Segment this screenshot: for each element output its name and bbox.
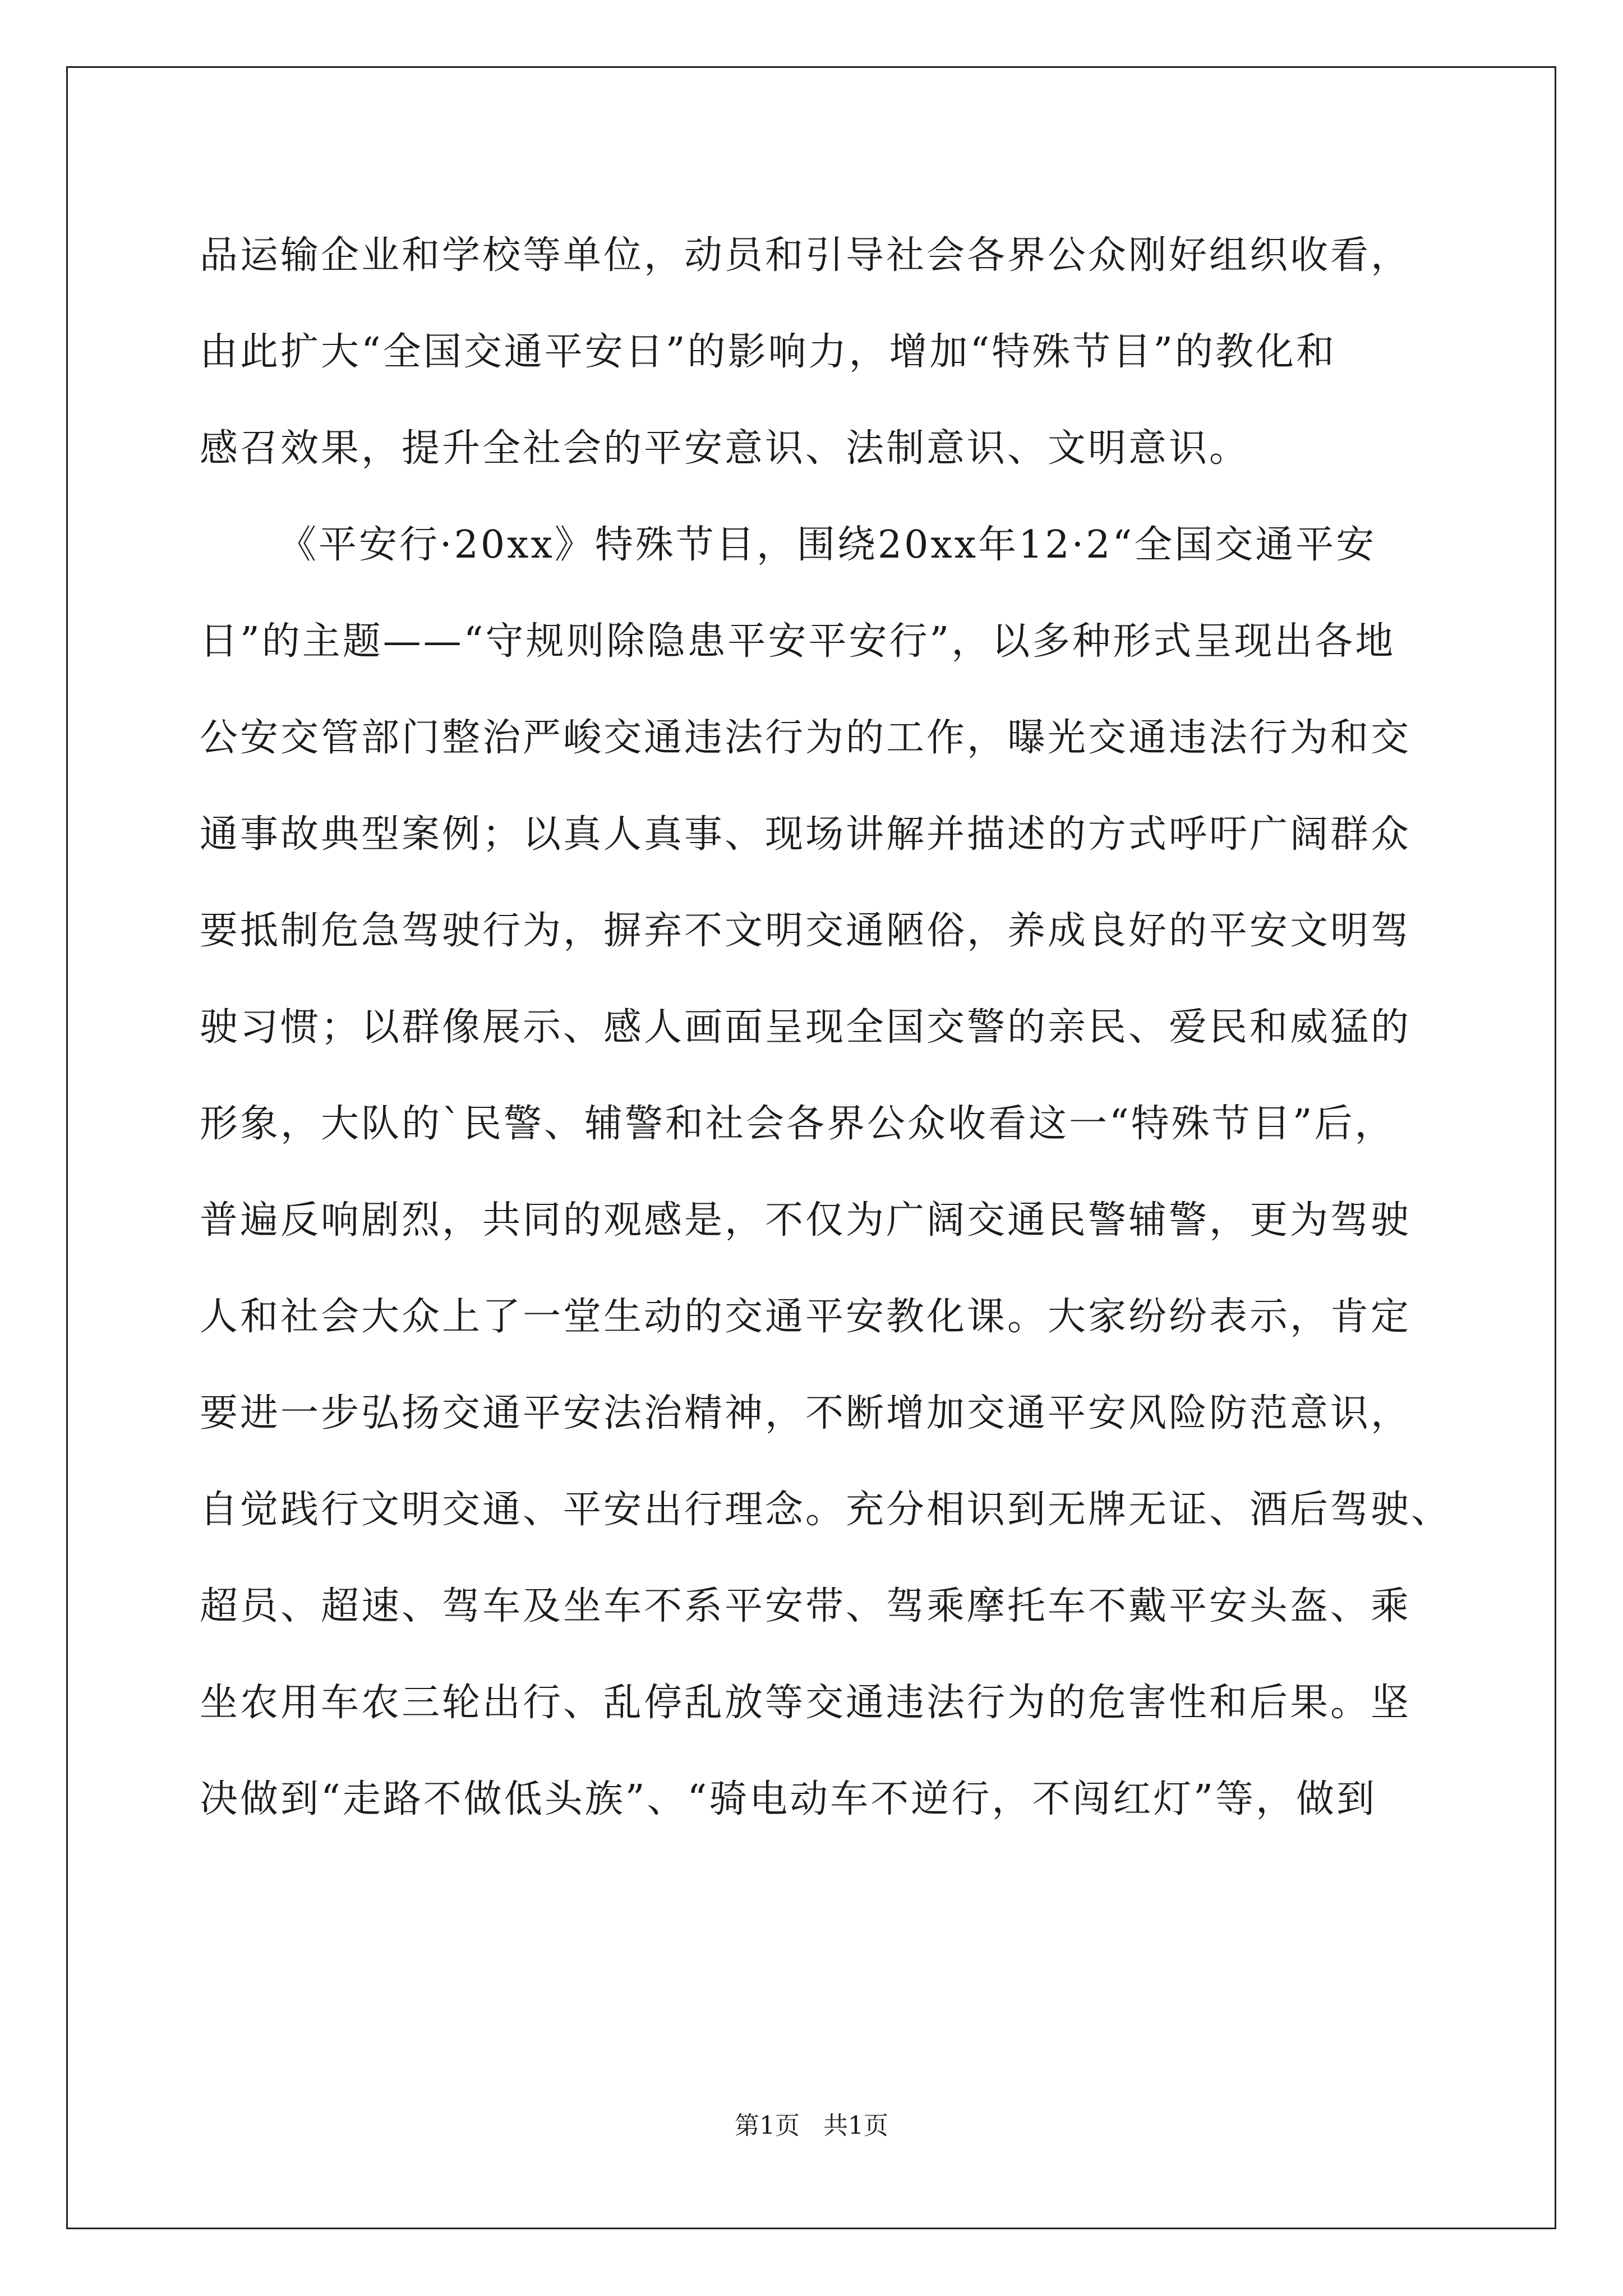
text-line: 公安交管部门整治严峻交通违法行为的工作，曝光交通违法行为和交 — [200, 716, 1412, 760]
text-line: 决做到“走路不做低头族”、“骑电动车不逆行，不闯红灯”等，做到 — [200, 1777, 1377, 1821]
text-line: 感召效果，提升全社会的平安意识、法制意识、文明意识。 — [200, 426, 1250, 471]
text-line: 品运输企业和学校等单位，动员和引导社会各界公众刚好组织收看， — [200, 233, 1412, 278]
text-line: 坐农用车农三轮出行、乱停乱放等交通违法行为的危害性和后果。坚 — [200, 1681, 1412, 1725]
text-line: 自觉践行文明交通、平安出行理念。充分相识到无牌无证、酒后驾驶、 — [200, 1488, 1452, 1532]
text-line: 日”的主题——“守规则除隐患平安平安行”，以多种形式呈现出各地 — [200, 619, 1396, 664]
text-line: 形象，大队的`民警、辅警和社会各界公众收看这一“特殊节目”后， — [200, 1102, 1395, 1146]
text-line: 由此扩大“全国交通平安日”的影响力，增加“特殊节目”的教化和 — [200, 330, 1337, 374]
text-line: 超员、超速、驾车及坐车不系平安带、驾乘摩托车不戴平安头盔、乘 — [200, 1584, 1412, 1628]
text-line: 通事故典型案例；以真人真事、现场讲解并描述的方式呼吁广阔群众 — [200, 812, 1412, 857]
text-line: 要进一步弘扬交通平安法治精神，不断增加交通平安风险防范意识， — [200, 1391, 1412, 1435]
paragraph-start-line: 《平安行·20xx》特殊节目，围绕20xx年12·2“全国交通平安 — [278, 523, 1377, 567]
text-line: 人和社会大众上了一堂生动的交通平安教化课。大家纷纷表示，肯定 — [200, 1295, 1412, 1339]
text-line: 普遍反响剧烈，共同的观感是，不仅为广阔交通民警辅警，更为驾驶 — [200, 1198, 1412, 1243]
document-body — [200, 208, 1452, 1848]
text-line: 要抵制危急驾驶行为，摒弃不文明交通陋俗，养成良好的平安文明驾 — [200, 909, 1412, 953]
text-line: 驶习惯；以群像展示、感人画面呈现全国交警的亲民、爱民和威猛的 — [200, 1005, 1412, 1050]
page-number-footer: 第1页 共1页 — [735, 2111, 888, 2140]
